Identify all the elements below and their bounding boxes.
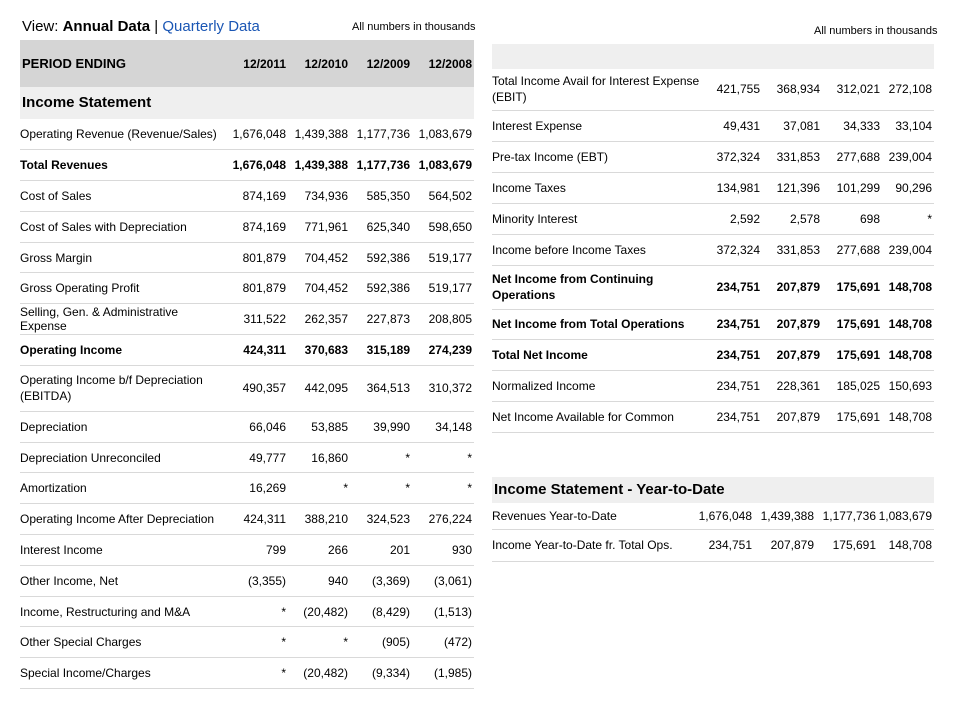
- row-value: 585,350: [350, 181, 412, 212]
- table-row: [492, 110, 934, 141]
- row-value: 421,755: [704, 69, 762, 110]
- row-label: Net Income from Continuing Operations: [492, 265, 704, 309]
- row-value: 592,386: [350, 273, 412, 304]
- row-value: 175,691: [822, 309, 882, 339]
- row-value: 175,691: [816, 529, 878, 561]
- row-value: (1,513): [412, 596, 474, 627]
- table-row: [492, 141, 934, 172]
- row-value: (472): [412, 627, 474, 658]
- period-header: 12/2009: [350, 40, 412, 87]
- row-label: Total Net Income: [492, 339, 704, 370]
- row-value: 207,879: [762, 309, 822, 339]
- row-value: *: [350, 473, 412, 504]
- row-value: 1,177,736: [816, 503, 878, 529]
- table-row: [20, 119, 474, 150]
- row-label: Pre-tax Income (EBT): [492, 141, 704, 172]
- table-row: [20, 535, 474, 566]
- row-value: 207,879: [762, 401, 822, 432]
- row-value: *: [230, 596, 288, 627]
- row-value: 424,311: [230, 335, 288, 366]
- table-row: [20, 442, 474, 473]
- row-label: Income Taxes: [492, 172, 704, 203]
- table-row: [20, 504, 474, 535]
- view-label: View:: [22, 18, 59, 35]
- table-row: [20, 565, 474, 596]
- year-to-date-rows: [492, 503, 934, 561]
- row-value: 324,523: [350, 504, 412, 535]
- row-value: *: [412, 442, 474, 473]
- row-value: 331,853: [762, 234, 822, 265]
- row-label: Revenues Year-to-Date: [492, 503, 692, 529]
- row-value: *: [412, 473, 474, 504]
- row-value: (3,355): [230, 565, 288, 596]
- table-row: [20, 473, 474, 504]
- row-label: Operating Income: [20, 335, 230, 366]
- row-value: 315,189: [350, 335, 412, 366]
- row-value: 1,676,048: [230, 119, 288, 150]
- row-value: 148,708: [882, 401, 934, 432]
- row-value: (3,369): [350, 565, 412, 596]
- row-value: 276,224: [412, 504, 474, 535]
- view-separator: |: [154, 18, 159, 35]
- row-value: 101,299: [822, 172, 882, 203]
- table-row: [492, 234, 934, 265]
- row-value: 201: [350, 535, 412, 566]
- row-label: Depreciation Unreconciled: [20, 442, 230, 473]
- row-value: 272,108: [882, 69, 934, 110]
- year-to-date-table: [492, 477, 934, 562]
- table-row: [20, 627, 474, 658]
- table-header-row: [20, 40, 474, 87]
- row-value: 2,592: [704, 203, 762, 234]
- row-value: 34,148: [412, 411, 474, 442]
- row-value: 39,990: [350, 411, 412, 442]
- table-row: [492, 265, 934, 309]
- row-value: 16,269: [230, 473, 288, 504]
- row-label: Amortization: [20, 473, 230, 504]
- row-value: (20,482): [288, 658, 350, 689]
- row-value: 234,751: [704, 339, 762, 370]
- row-value: *: [288, 473, 350, 504]
- row-value: 1,083,679: [412, 119, 474, 150]
- row-value: 2,578: [762, 203, 822, 234]
- row-value: 234,751: [704, 265, 762, 309]
- row-value: *: [288, 627, 350, 658]
- row-value: 874,169: [230, 181, 288, 212]
- table-row: [492, 401, 934, 432]
- row-label: Other Special Charges: [20, 627, 230, 658]
- row-value: (1,985): [412, 658, 474, 689]
- row-value: 1,676,048: [692, 503, 754, 529]
- row-label: Special Income/Charges: [20, 658, 230, 689]
- row-value: 227,873: [350, 304, 412, 335]
- row-label: Gross Operating Profit: [20, 273, 230, 304]
- row-label: Gross Margin: [20, 242, 230, 273]
- table-row: [20, 242, 474, 273]
- row-value: 53,885: [288, 411, 350, 442]
- row-label: Net Income Available for Common: [492, 401, 704, 432]
- row-value: *: [230, 627, 288, 658]
- row-value: 148,708: [882, 339, 934, 370]
- row-value: 370,683: [288, 335, 350, 366]
- row-label: Total Revenues: [20, 150, 230, 181]
- section-title-row: [492, 477, 934, 503]
- row-value: 277,688: [822, 234, 882, 265]
- table-row: [20, 150, 474, 181]
- table-row: [20, 304, 474, 335]
- table-row: [492, 370, 934, 401]
- row-value: 312,021: [822, 69, 882, 110]
- table-row: [20, 411, 474, 442]
- row-value: 148,708: [878, 529, 934, 561]
- income-statement-table: [20, 40, 474, 689]
- row-value: 34,333: [822, 110, 882, 141]
- row-value: 228,361: [762, 370, 822, 401]
- row-value: 490,357: [230, 365, 288, 411]
- row-value: 519,177: [412, 273, 474, 304]
- row-value: 49,777: [230, 442, 288, 473]
- row-value: 66,046: [230, 411, 288, 442]
- row-value: 16,860: [288, 442, 350, 473]
- period-header: 12/2008: [412, 40, 474, 87]
- row-value: 940: [288, 565, 350, 596]
- row-value: 274,239: [412, 335, 474, 366]
- row-value: 33,104: [882, 110, 934, 141]
- row-value: 592,386: [350, 242, 412, 273]
- view-annual-data: Annual Data: [62, 18, 151, 35]
- row-label: Minority Interest: [492, 203, 704, 234]
- row-value: 704,452: [288, 273, 350, 304]
- row-value: 442,095: [288, 365, 350, 411]
- row-value: 372,324: [704, 141, 762, 172]
- row-label: Income, Restructuring and M&A: [20, 596, 230, 627]
- row-value: 1,676,048: [230, 150, 288, 181]
- row-label: Interest Expense: [492, 110, 704, 141]
- row-value: 704,452: [288, 242, 350, 273]
- row-value: 874,169: [230, 211, 288, 242]
- row-value: 207,879: [762, 265, 822, 309]
- row-label: Other Income, Net: [20, 565, 230, 596]
- table-row: [492, 529, 934, 561]
- table-row: [20, 211, 474, 242]
- row-value: 234,751: [704, 370, 762, 401]
- row-label: Income before Income Taxes: [492, 234, 704, 265]
- row-value: 207,879: [754, 529, 816, 561]
- table-row: [20, 273, 474, 304]
- row-label: Operating Income b/f Depreciation (EBITDA): [20, 365, 230, 411]
- row-value: 801,879: [230, 273, 288, 304]
- table-row: [492, 339, 934, 370]
- row-value: 799: [230, 535, 288, 566]
- table-row: [20, 365, 474, 411]
- income-statement-rows: [20, 119, 474, 689]
- row-value: 148,708: [882, 309, 934, 339]
- row-value: 368,934: [762, 69, 822, 110]
- row-value: 90,296: [882, 172, 934, 203]
- row-value: (9,334): [350, 658, 412, 689]
- row-label: Cost of Sales: [20, 181, 230, 212]
- row-value: 771,961: [288, 211, 350, 242]
- row-value: 185,025: [822, 370, 882, 401]
- row-value: 598,650: [412, 211, 474, 242]
- row-value: 175,691: [822, 265, 882, 309]
- period-header: 12/2010: [288, 40, 350, 87]
- row-value: 1,083,679: [878, 503, 934, 529]
- row-value: *: [350, 442, 412, 473]
- row-value: 239,004: [882, 141, 934, 172]
- row-value: 310,372: [412, 365, 474, 411]
- row-value: 388,210: [288, 504, 350, 535]
- row-value: 234,751: [692, 529, 754, 561]
- row-value: 277,688: [822, 141, 882, 172]
- row-value: 564,502: [412, 181, 474, 212]
- numbers-note-left: All numbers in thousands: [352, 21, 476, 33]
- row-value: (905): [350, 627, 412, 658]
- row-value: 519,177: [412, 242, 474, 273]
- row-value: 1,439,388: [754, 503, 816, 529]
- section-title-row: [20, 87, 474, 119]
- table-row: [20, 658, 474, 689]
- row-label: Income Year-to-Date fr. Total Ops.: [492, 529, 692, 561]
- row-value: 266: [288, 535, 350, 566]
- row-value: 150,693: [882, 370, 934, 401]
- row-label: Normalized Income: [492, 370, 704, 401]
- row-value: 625,340: [350, 211, 412, 242]
- row-value: *: [230, 658, 288, 689]
- row-value: (3,061): [412, 565, 474, 596]
- row-value: 1,439,388: [288, 150, 350, 181]
- row-value: 239,004: [882, 234, 934, 265]
- row-value: 175,691: [822, 339, 882, 370]
- row-value: 49,431: [704, 110, 762, 141]
- row-value: 121,396: [762, 172, 822, 203]
- row-value: 311,522: [230, 304, 288, 335]
- table-row: [492, 172, 934, 203]
- table-row: [492, 309, 934, 339]
- row-value: 134,981: [704, 172, 762, 203]
- row-label: Net Income from Total Operations: [492, 309, 704, 339]
- row-value: 734,936: [288, 181, 350, 212]
- row-label: Operating Income After Depreciation: [20, 504, 230, 535]
- row-value: *: [882, 203, 934, 234]
- row-value: 372,324: [704, 234, 762, 265]
- row-value: 234,751: [704, 401, 762, 432]
- row-value: 262,357: [288, 304, 350, 335]
- row-label: Total Income Avail for Interest Expense (EBIT): [492, 69, 704, 110]
- income-statement-title: Income Statement: [20, 87, 474, 119]
- row-value: (8,429): [350, 596, 412, 627]
- table-header-row: [492, 44, 934, 69]
- row-value: 1,177,736: [350, 150, 412, 181]
- row-value: 175,691: [822, 401, 882, 432]
- row-value: 207,879: [762, 339, 822, 370]
- row-label: Cost of Sales with Depreciation: [20, 211, 230, 242]
- row-label: Interest Income: [20, 535, 230, 566]
- row-label: Depreciation: [20, 411, 230, 442]
- row-value: 698: [822, 203, 882, 234]
- row-value: 234,751: [704, 309, 762, 339]
- row-value: 1,439,388: [288, 119, 350, 150]
- row-value: 801,879: [230, 242, 288, 273]
- numbers-note-right: All numbers in thousands: [814, 25, 938, 37]
- table-row: [492, 69, 934, 110]
- row-value: (20,482): [288, 596, 350, 627]
- row-value: 424,311: [230, 504, 288, 535]
- table-row: [492, 203, 934, 234]
- row-label: Operating Revenue (Revenue/Sales): [20, 119, 230, 150]
- income-statement-continued-rows: [492, 69, 934, 432]
- row-value: 930: [412, 535, 474, 566]
- year-to-date-title: Income Statement - Year-to-Date: [492, 477, 934, 503]
- row-label: Selling, Gen. & Administrative Expense: [20, 304, 230, 335]
- table-row: [20, 181, 474, 212]
- row-value: 1,177,736: [350, 119, 412, 150]
- view-quarterly-data-link[interactable]: Quarterly Data: [162, 18, 260, 35]
- row-value: 331,853: [762, 141, 822, 172]
- income-statement-continued-table: [492, 44, 934, 433]
- row-value: 148,708: [882, 265, 934, 309]
- table-row: [492, 503, 934, 529]
- period-header: 12/2011: [230, 40, 288, 87]
- row-value: 37,081: [762, 110, 822, 141]
- period-ending-label: PERIOD ENDING: [20, 40, 230, 87]
- row-value: 364,513: [350, 365, 412, 411]
- row-value: 208,805: [412, 304, 474, 335]
- table-row: [20, 596, 474, 627]
- row-value: 1,083,679: [412, 150, 474, 181]
- table-row: [20, 335, 474, 366]
